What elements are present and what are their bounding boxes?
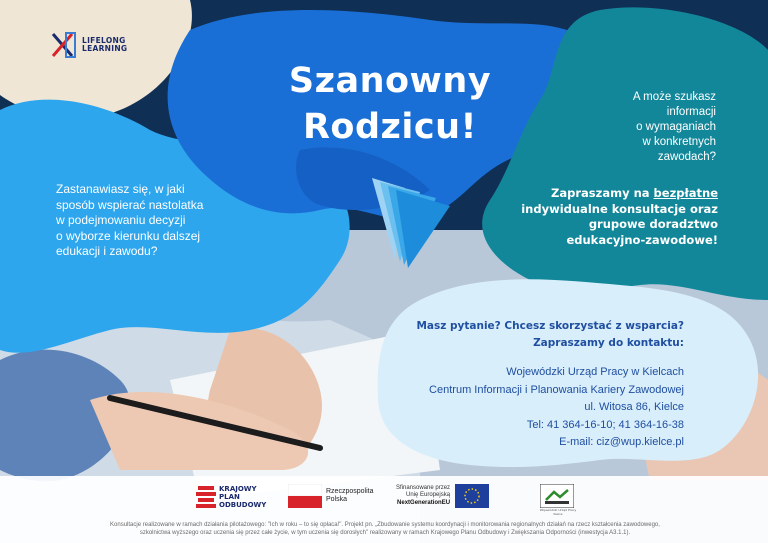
eu-line-1: Sfinansowane przez — [396, 484, 451, 491]
kpo-logo — [196, 484, 266, 510]
right-question-line: zawodach? — [657, 151, 716, 163]
right-question-line: w konkretnych — [642, 136, 716, 148]
logo-line-2: LEARNING — [82, 44, 128, 53]
right-question-line: A może szukasz — [632, 91, 716, 103]
rp-line-2: Polska — [326, 496, 348, 503]
contact-org: Wojewódzki Urząd Pracy w Kielcach — [506, 366, 684, 378]
left-question-line: w podejmowaniu decyzji — [56, 213, 186, 227]
lifelong-learning-logo — [50, 30, 127, 60]
rp-logo — [288, 484, 373, 508]
invite-line: edukacyjno-zawodowe! — [566, 232, 718, 247]
contact-heading-line-1: Masz pytanie? Chcesz skorzystać z wsparcia? — [416, 320, 684, 332]
invite-prefix: Zapraszamy na — [551, 186, 654, 200]
invite-emphasis: bezpłatne — [653, 186, 718, 200]
disclaimer — [40, 521, 730, 537]
eu-flag-icon — [455, 484, 489, 508]
contact-details — [380, 364, 684, 452]
invite-line-1 — [490, 186, 718, 202]
invite-line: indywidualne konsultacje oraz — [521, 201, 718, 216]
contact-heading — [400, 318, 684, 352]
title-line-2: Rodzicu! — [302, 107, 478, 147]
lifelong-learning-icon — [50, 30, 80, 60]
eu-line-3: NextGenerationEU — [397, 499, 451, 506]
rp-line-1: Rzeczpospolita — [326, 487, 374, 495]
wup-mini-logo — [540, 484, 574, 508]
contact-heading-line-2: Zapraszamy do kontaktu: — [533, 337, 684, 349]
wup-icon — [540, 484, 574, 508]
right-question-line: o wymaganiach — [636, 121, 716, 133]
polish-flag-icon — [288, 484, 322, 508]
logo-wordmark — [82, 37, 127, 53]
disclaimer-line-1: Konsultacje realizowane w ramach działania pilotażowego: "Ich w roku – to się opłaca!". Projekt pn. „Zbudowanie systemu koordynacji i monitorowania regionalnych działań na rzecz kształcenia zawodowego, — [110, 522, 660, 528]
contact-dept: Centrum Informacji i Planowania Kariery Zawodowej — [429, 383, 684, 396]
left-question-line: sposób wspierać nastolatka — [56, 197, 204, 212]
contact-address: ul. Witosa 86, Kielce — [584, 401, 684, 413]
invitation — [490, 186, 718, 248]
kpo-line-3: ODBUDOWY — [219, 501, 267, 509]
kpo-line-2: PLAN — [219, 493, 240, 501]
left-question-line: Zastanawiasz się, w jaki — [56, 182, 185, 196]
logo-line-1: LIFELONG — [82, 36, 126, 45]
eu-logo — [396, 484, 489, 508]
right-question-line: informacji — [666, 106, 716, 118]
kpo-line-1: KRAJOWY — [219, 485, 257, 493]
page-title — [260, 58, 520, 150]
wup-caption: Wojewódzki Urząd Pracy Kielce — [539, 508, 577, 516]
left-question-line: edukacji i zawodu? — [56, 244, 158, 258]
left-question-line: o wyborze kierunku dalszej — [56, 228, 201, 243]
eu-line-2: Unię Europejską — [406, 492, 451, 499]
left-question — [56, 182, 296, 260]
contact-phone[interactable]: Tel: 41 364-16-10; 41 364-16-38 — [526, 418, 684, 431]
right-question — [560, 90, 716, 165]
invite-line: grupowe doradztwo — [588, 217, 718, 231]
kpo-icon — [196, 484, 216, 510]
contact-email[interactable]: E-mail: ciz@wup.kielce.pl — [559, 436, 684, 448]
title-line-1: Szanowny — [288, 61, 492, 101]
disclaimer-line-2: szkolnictwa wyższego oraz uczenia się przez całe życie, w tym uczenia się dorosłych" realizowany w ramach Krajowego Planu Odbudowy i Zwiększania Odporności (inwestycja A3.1.1). — [139, 530, 631, 536]
